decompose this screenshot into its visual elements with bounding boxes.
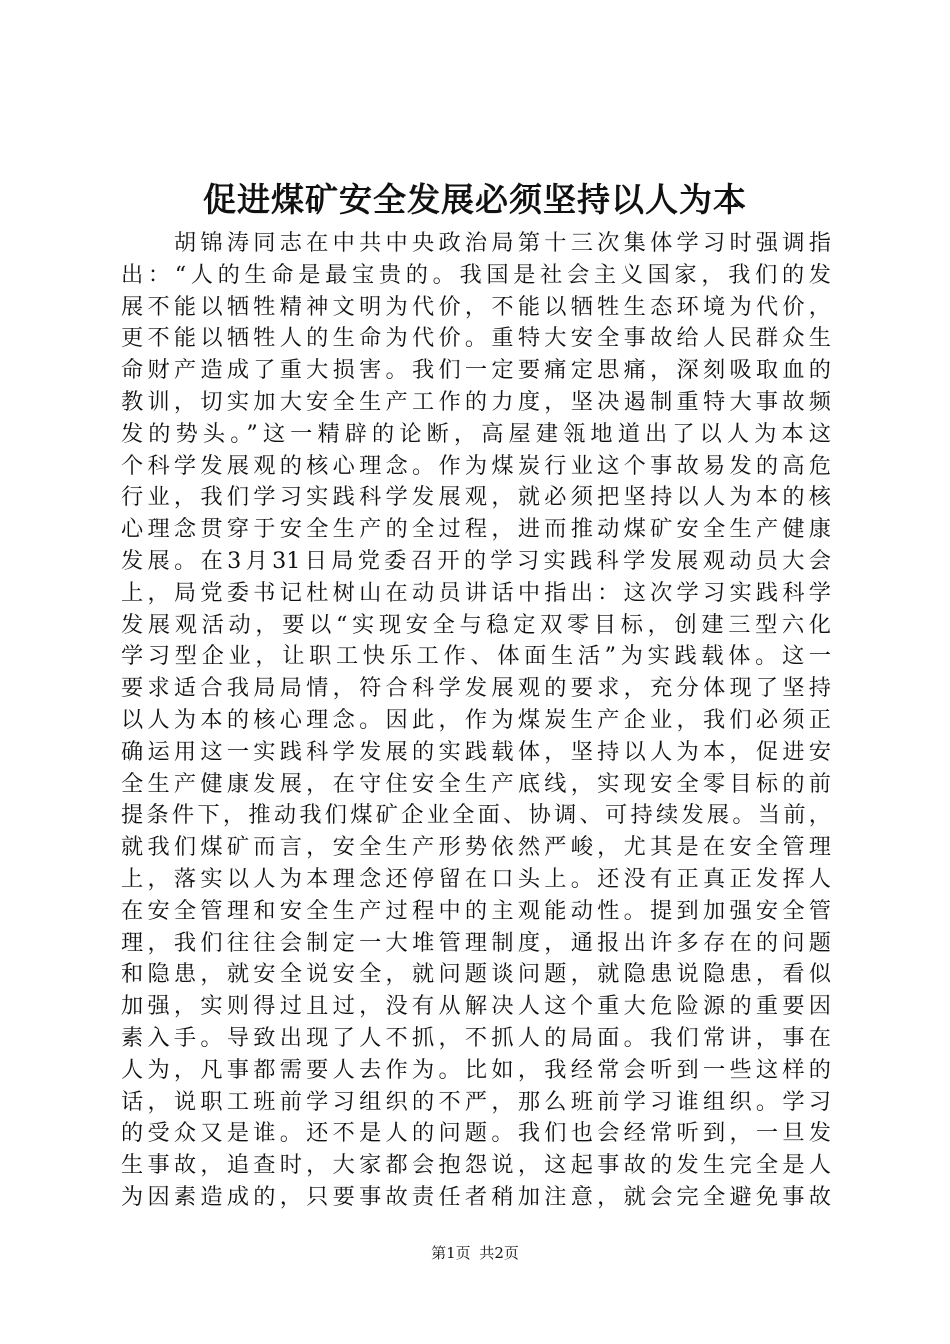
body-line: 确运用这一实践科学发展的实践载体，坚持以人为本，促进安 xyxy=(121,738,831,765)
body-line: 为因素造成的，只要事故责任者稍加注意，就会完全避免事故 xyxy=(121,1183,831,1210)
body-line: 在安全管理和安全生产过程中的主观能动性。提到加强安全管 xyxy=(121,897,831,924)
body-line: 以人为本的核心理念。因此，作为煤炭生产企业，我们必须正 xyxy=(121,706,831,733)
body-line: 胡锦涛同志在中共中央政治局第十三次集体学习时强调指 xyxy=(121,230,831,256)
body-line: 的受众又是谁。还不是人的问题。我们也会经常听到，一旦发 xyxy=(121,1120,831,1147)
body-line: 发展。在3月31日局党委召开的学习实践科学发展观动员大会 xyxy=(121,547,831,574)
body-line: 加强，实则得过且过，没有从解决人这个重大危险源的重要因 xyxy=(121,993,831,1020)
body-line: 要求适合我局局情，符合科学发展观的要求，充分体现了坚持 xyxy=(121,675,831,702)
body-line: 全生产健康发展，在守住安全生产底线，实现安全零目标的前 xyxy=(121,770,831,797)
body-line: 展不能以牺牲精神文明为代价，不能以牺牲生态环境为代价， xyxy=(121,293,831,320)
body-line: 上，落实以人为本理念还停留在口头上。还没有正真正发挥人 xyxy=(121,865,831,892)
body-line: 话，说职工班前学习组织的不严，那么班前学习谁组织。学习 xyxy=(121,1088,831,1115)
body-line: 行业，我们学习实践科学发展观，就必须把坚持以人为本的核 xyxy=(121,484,831,511)
body-line: 和隐患，就安全说安全，就问题谈问题，就隐患说隐患，看似 xyxy=(121,961,831,988)
body-line: 教训，切实加大安全生产工作的力度，坚决遏制重特大事故频 xyxy=(121,388,831,415)
body-line: 命财产造成了重大损害。我们一定要痛定思痛，深刻吸取血的 xyxy=(121,357,831,384)
page-total: 共2页 xyxy=(479,1244,519,1262)
body-line: 人为，凡事都需要人去作为。比如，我经常会听到一些这样的 xyxy=(121,1056,831,1083)
body-line: 更不能以牺牲人的生命为代价。重特大安全事故给人民群众生 xyxy=(121,325,831,352)
body-line: 就我们煤矿而言，安全生产形势依然严峻，尤其是在安全管理 xyxy=(121,834,831,861)
document-body xyxy=(121,228,831,1214)
body-line: 理，我们往往会制定一大堆管理制度，通报出许多存在的问题 xyxy=(121,929,831,956)
body-line: 出：“人的生命是最宝贵的。我国是社会主义国家，我们的发 xyxy=(121,261,831,288)
body-line: 提条件下，推动我们煤矿企业全面、协调、可持续发展。当前， xyxy=(121,802,831,829)
body-line: 心理念贯穿于安全生产的全过程，进而推动煤矿安全生产健康 xyxy=(121,516,831,543)
body-line: 发的势头。”这一精辟的论断，高屋建瓴地道出了以人为本这 xyxy=(121,420,831,447)
body-line: 发展观活动，要以“实现安全与稳定双零目标，创建三型六化 xyxy=(121,611,831,638)
body-line: 上，局党委书记杜树山在动员讲话中指出：这次学习实践科学 xyxy=(121,579,831,606)
body-line: 学习型企业，让职工快乐工作、体面生活”为实践载体。这一 xyxy=(121,643,831,670)
document-title: 促进煤矿安全发展必须坚持以人为本 xyxy=(203,180,747,219)
body-line: 素入手。导致出现了人不抓，不抓人的局面。我们常讲，事在 xyxy=(121,1024,831,1051)
page-number: 第1页 xyxy=(431,1244,471,1262)
body-line: 生事故，追查时，大家都会抱怨说，这起事故的发生完全是人 xyxy=(121,1152,831,1179)
body-line: 个科学发展观的核心理念。作为煤炭行业这个事故易发的高危 xyxy=(121,452,831,479)
page-footer xyxy=(0,1243,950,1263)
